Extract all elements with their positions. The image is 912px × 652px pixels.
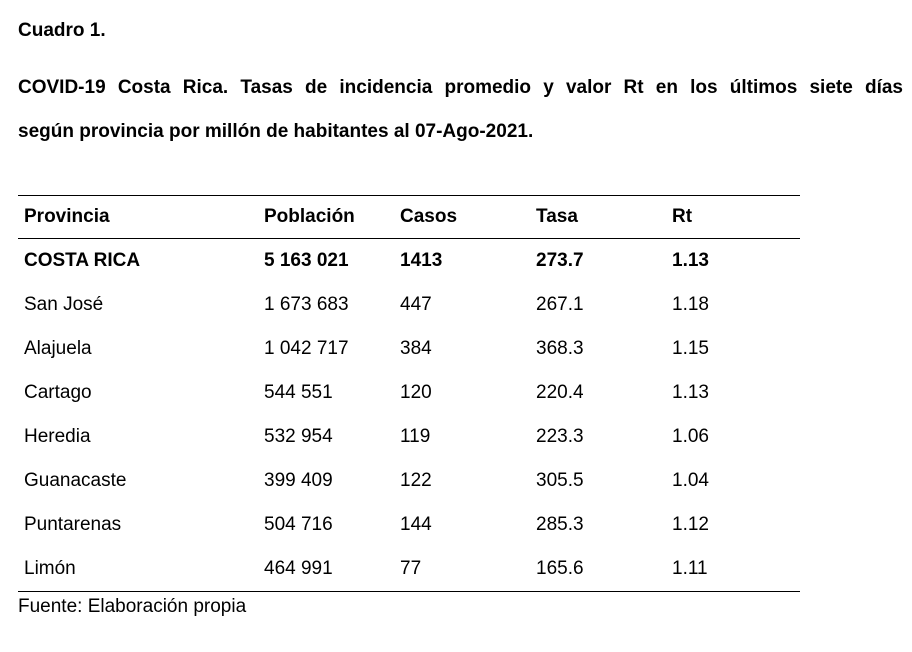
- cell-rt: 1.13: [672, 250, 709, 271]
- cell-casos: 119: [400, 426, 431, 447]
- cell-tasa: 267.1: [536, 294, 584, 315]
- table-row-total: [18, 239, 800, 284]
- table-title: [18, 66, 903, 154]
- table-row: [18, 547, 800, 592]
- table-title-line-2: según provincia por millón de habitantes al 07-Ago-2021.: [18, 121, 534, 142]
- cell-provincia: San José: [24, 294, 104, 315]
- cell-provincia: Puntarenas: [24, 514, 122, 535]
- cell-rt: 1.18: [672, 294, 709, 315]
- cell-poblacion: 5 163 021: [264, 250, 349, 271]
- cell-poblacion: 399 409: [264, 470, 333, 491]
- cell-rt: 1.15: [672, 338, 709, 359]
- cell-tasa: 165.6: [536, 558, 584, 579]
- cell-poblacion: 504 716: [264, 514, 333, 535]
- cell-rt: 1.13: [672, 382, 709, 403]
- cell-casos: 120: [400, 382, 432, 403]
- cell-rt: 1.12: [672, 514, 709, 535]
- cell-provincia: Limón: [24, 558, 76, 579]
- cell-tasa: 223.3: [536, 426, 584, 447]
- cell-tasa: 305.5: [536, 470, 584, 491]
- data-table-container: [18, 195, 800, 592]
- cell-casos: 384: [400, 338, 432, 359]
- cell-casos: 144: [400, 514, 432, 535]
- column-header-tasa: Tasa: [536, 206, 578, 227]
- cell-poblacion: 532 954: [264, 426, 333, 447]
- table-row: [18, 371, 800, 415]
- cell-casos: 447: [400, 294, 432, 315]
- table-row: [18, 415, 800, 459]
- table-row: [18, 327, 800, 371]
- cell-poblacion: 544 551: [264, 382, 333, 403]
- cell-casos: 77: [400, 558, 422, 579]
- cell-poblacion: 1 673 683: [264, 294, 349, 315]
- cell-casos: 1413: [400, 250, 443, 271]
- column-header-casos: Casos: [400, 206, 458, 227]
- table-header-row: [18, 196, 800, 239]
- cell-provincia: Alajuela: [24, 338, 92, 359]
- cell-provincia: COSTA RICA: [24, 250, 141, 271]
- cell-tasa: 273.7: [536, 250, 584, 271]
- source-note: Fuente: Elaboración propia: [18, 596, 247, 617]
- cell-poblacion: 464 991: [264, 558, 333, 579]
- column-header-poblacion: Población: [264, 206, 355, 227]
- cell-rt: 1.04: [672, 470, 709, 491]
- cell-casos: 122: [400, 470, 432, 491]
- table-title-line-1: COVID-19 Costa Rica. Tasas de incidencia promedio y valor Rt en los últimos siete días: [18, 77, 903, 98]
- cell-provincia: Guanacaste: [24, 470, 127, 491]
- column-header-rt: Rt: [672, 206, 693, 227]
- cell-rt: 1.06: [672, 426, 709, 447]
- table-number-label: Cuadro 1.: [18, 20, 106, 41]
- cell-tasa: 220.4: [536, 382, 584, 403]
- cell-rt: 1.11: [672, 558, 708, 579]
- cell-provincia: Cartago: [24, 382, 92, 403]
- table-row: [18, 503, 800, 547]
- cell-poblacion: 1 042 717: [264, 338, 349, 359]
- incidence-table: [18, 195, 800, 592]
- column-header-provincia: Provincia: [24, 206, 110, 227]
- cell-tasa: 368.3: [536, 338, 584, 359]
- table-row: [18, 283, 800, 327]
- cell-provincia: Heredia: [24, 426, 91, 447]
- cell-tasa: 285.3: [536, 514, 584, 535]
- table-row: [18, 459, 800, 503]
